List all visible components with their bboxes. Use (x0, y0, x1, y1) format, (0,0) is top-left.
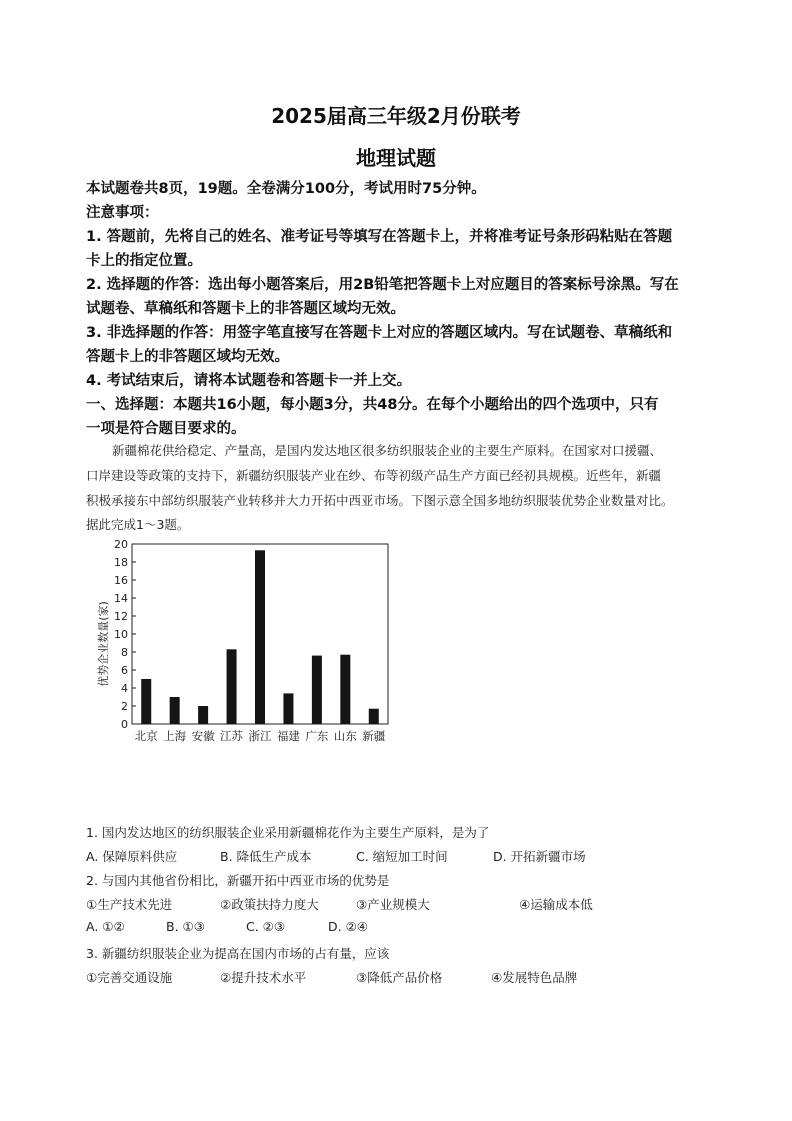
subject-title: 地理试题 (356, 146, 436, 170)
y-axis-tick-label: 4 (121, 682, 128, 695)
question-2-stem: 2. 与国内其他省份相比，新疆开拓中西亚市场的优势是 (86, 873, 390, 888)
x-axis-tick-label: 江苏 (220, 729, 244, 743)
y-axis-tick-label: 14 (114, 592, 128, 605)
question-3-statement-2: ②提升技术水平 (220, 970, 307, 985)
y-axis-tick-label: 20 (114, 538, 128, 551)
y-axis-tick-label: 0 (121, 718, 128, 731)
question-2-statement-1: ①生产技术先进 (86, 897, 173, 912)
y-axis-tick-label: 12 (114, 610, 128, 623)
y-axis-tick-label: 2 (121, 700, 128, 713)
question-2-statement-2: ②政策扶持力度大 (220, 897, 319, 912)
question-2-option-c: C. ②③ (246, 919, 286, 934)
chart-y-axis-label: 优势企业数量(家) (97, 601, 110, 687)
x-axis-tick-label: 浙江 (248, 729, 272, 743)
exam-summary: 本试题卷共8页，19题。全卷满分100分，考试用时75分钟。 (86, 181, 486, 197)
x-axis-tick-label: 上海 (163, 729, 187, 743)
question-2-statement-4: ④运输成本低 (519, 897, 593, 912)
notice-heading: 注意事项： (86, 205, 159, 221)
question-1-stem: 1. 国内发达地区的纺织服装企业采用新疆棉花作为主要生产原料，是为了 (86, 825, 490, 840)
passage-line-2: 口岸建设等政策的支持下，新疆纺织服装产业在纱、布等初级产品生产方面已经初具规模。近些年，新疆 (86, 468, 662, 483)
notice-item-1-line-2: 卡上的指定位置。 (86, 253, 202, 269)
question-1-option-a: A. 保障原料供应 (86, 849, 178, 864)
notice-item-1-line-1: 1. 答题前，先将自己的姓名、准考证号等填写在答题卡上，并将准考证号条形码粘贴在答题 (86, 229, 673, 245)
bar-4 (227, 649, 237, 724)
passage-line-1: 新疆棉花供给稳定、产量高，是国内发达地区很多纺织服装企业的主要生产原料。在国家对口援疆、 (112, 443, 663, 458)
section-heading-line-1: 一、选择题：本题共16小题，每小题3分，共48分。在每个小题给出的四个选项中，只有 (86, 397, 659, 413)
notice-item-2-line-2: 试题卷、草稿纸和答题卡上的非答题区域均无效。 (86, 301, 405, 317)
x-axis-tick-label: 山东 (333, 729, 357, 743)
question-3-statement-4: ④发展特色品牌 (491, 970, 578, 985)
section-heading-line-2: 一项是符合题目要求的。 (86, 421, 246, 437)
question-2-option-d: D. ②④ (328, 919, 368, 934)
bar-6 (283, 693, 293, 724)
x-axis-tick-label: 福建 (276, 729, 300, 743)
bar-1 (141, 679, 151, 724)
notice-item-4: 4. 考试结束后，请将本试题卷和答题卡一并上交。 (86, 373, 412, 389)
passage-line-4: 据此完成1～3题。 (86, 517, 190, 532)
question-3-stem: 3. 新疆纺织服装企业为提高在国内市场的占有量，应该 (86, 946, 390, 961)
question-2-statement-3: ③产业规模大 (356, 897, 430, 912)
exam-title: 2025届高三年级2月份联考 (271, 104, 521, 128)
y-axis-tick-label: 16 (114, 574, 128, 587)
x-axis-tick-label: 新疆 (362, 729, 386, 743)
question-2-option-a: A. ①② (86, 919, 125, 934)
y-axis-tick-label: 18 (114, 556, 128, 569)
enterprise-count-bar-chart (92, 532, 392, 747)
question-3-statement-3: ③降低产品价格 (356, 970, 443, 985)
question-1-option-c: C. 缩短加工时间 (356, 849, 448, 864)
passage-line-3: 积极承接东中部纺织服装产业转移并大力开拓中西亚市场。下图示意全国多地纺织服装优势企业数量对比。 (86, 493, 674, 508)
x-axis-tick-label: 北京 (134, 729, 158, 743)
y-axis-tick-label: 6 (121, 664, 128, 677)
bar-7 (312, 656, 322, 724)
question-2-option-b: B. ①③ (166, 919, 205, 934)
bar-9 (369, 709, 379, 724)
bar-3 (198, 706, 208, 724)
question-3-statement-1: ①完善交通设施 (86, 970, 173, 985)
bar-5 (255, 550, 265, 724)
notice-item-2-line-1: 2. 选择题的作答：选出每小题答案后，用2B铅笔把答题卡上对应题目的答案标号涂黑。写在 (86, 277, 679, 293)
x-axis-tick-label: 广东 (305, 729, 329, 743)
y-axis-tick-label: 10 (114, 628, 128, 641)
bar-8 (340, 655, 350, 724)
bar-2 (170, 697, 180, 724)
notice-item-3-line-1: 3. 非选择题的作答：用签字笔直接写在答题卡上对应的答题区域内。写在试题卷、草稿纸和 (86, 325, 673, 341)
x-axis-tick-label: 安徽 (191, 729, 215, 743)
question-1-option-b: B. 降低生产成本 (220, 849, 312, 864)
question-1-option-d: D. 开拓新疆市场 (493, 849, 586, 864)
notice-item-3-line-2: 答题卡上的非答题区域均无效。 (86, 349, 289, 365)
y-axis-tick-label: 8 (121, 646, 128, 659)
